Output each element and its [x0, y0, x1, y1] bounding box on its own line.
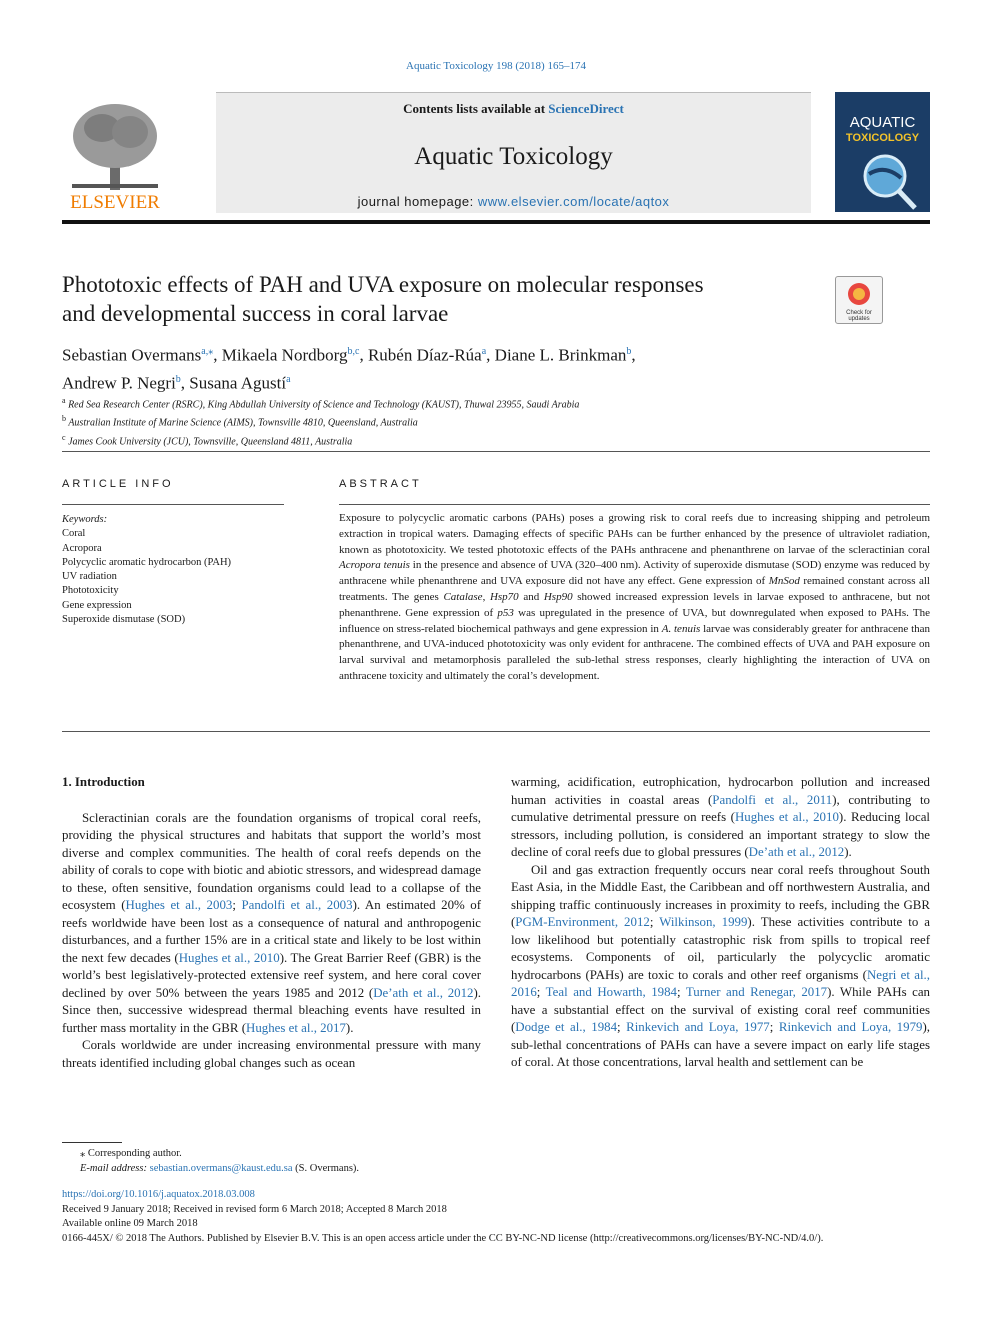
elsevier-wordmark: ELSEVIER: [70, 192, 160, 212]
keyword: Gene expression: [62, 599, 132, 611]
author-affil-sup[interactable]: b,c: [347, 346, 360, 357]
article-title-line: Phototoxic effects of PAH and UVA exposure on molecular responses: [62, 272, 704, 297]
reference-link[interactable]: Wilkinson, 1999: [659, 915, 748, 929]
author-name: Diane L. Brinkman: [494, 345, 627, 365]
author-name: Sebastian Overmans: [62, 345, 202, 365]
received-dates: Received 9 January 2018; Received in revised form 6 March 2018; Accepted 8 March 2018: [62, 1203, 447, 1215]
check-badge-label: updates: [848, 316, 870, 322]
elsevier-tree-icon: [62, 98, 168, 212]
article-info-rule: [62, 504, 284, 505]
body-paragraph: Corals worldwide are under increasing environmental pressure with many threats identified including global changes such as ocean: [62, 1038, 481, 1070]
reference-link[interactable]: De’ath et al., 2012: [748, 845, 845, 859]
section-heading: 1. Introduction: [62, 775, 145, 789]
reference-link[interactable]: Dodge et al., 1984: [515, 1020, 618, 1034]
reference-link[interactable]: Negri et al., 2016: [511, 967, 930, 999]
author-name: Susana Agustí: [189, 373, 287, 393]
abstract-heading: ABSTRACT: [339, 478, 422, 490]
author-affil-sup[interactable]: a,⁎: [201, 346, 214, 357]
affiliation: $^c$ James Cook University (JCU), Townsville, Queensland 4811, Australia: [62, 432, 353, 447]
header-rule: [62, 220, 930, 224]
corresponding-author-note: ⁎ Corresponding author.: [80, 1148, 182, 1159]
body-column-left: [62, 774, 481, 1072]
magnifier-icon: [835, 150, 930, 212]
article-title-line: and developmental success in coral larvae: [62, 301, 449, 326]
reference-link[interactable]: Rinkevich and Loya, 1979: [778, 1020, 923, 1034]
reference-link[interactable]: Hughes et al., 2010: [178, 950, 280, 965]
check-for-updates-badge[interactable]: [835, 276, 883, 324]
sciencedirect-link[interactable]: ScienceDirect: [548, 101, 624, 116]
journal-cover: [835, 92, 930, 212]
author-affil-sup[interactable]: a: [286, 373, 291, 385]
keywords-label: Keywords:: [62, 514, 108, 525]
doi-link[interactable]: https://doi.org/10.1016/j.aquatox.2018.03.008: [62, 1189, 255, 1200]
cover-subtitle: TOXICOLOGY: [845, 132, 920, 144]
keyword: Phototoxicity: [62, 585, 119, 597]
affiliations: [62, 394, 922, 449]
body-paragraph: Scleractinian corals are the foundation organisms of tropical coral reefs, providing the physical structures and habitats that support the world’s most diverse and complex communities. The health of coral reefs depends on the ability of corals to cope with biotic and abiotic stressors, and widespread damage to these, often sensitive, foundation organisms could lead to a collapse of the ecosystem (Hughes et al., 2003; Pandolfi et al., 2003). An estimated 20% of reefs worldwide have been lost as a consequence of natural and anthropogenic disturbances, and a further 15% are in a critical state and likely to be lost within the next few decades (Hughes et al., 2010). The Great Barrier Reef (GBR) is the world’s best legislatively-protected extensive reef system, and here coral cover declined by over 50% between the years 1985 and 2012 (De’ath et al., 2012). Since then, successive widespread thermal bleaching events have resulted in further mass mortality in the GBR (Hughes et al., 2017).: [62, 810, 482, 1035]
publication-info: [62, 1188, 942, 1246]
cover-title: AQUATIC: [849, 114, 916, 131]
abstract-bottom-rule: [62, 731, 930, 732]
keyword: Coral: [62, 528, 86, 540]
author-list: [62, 340, 822, 395]
journal-title: Aquatic Toxicology: [414, 143, 613, 170]
license-line: 0166-445X/ © 2018 The Authors. Published by Elsevier B.V. This is an open access article under the CC BY-NC-ND license (http://creativecommons.org/licenses/BY-NC-ND/4.0/).: [62, 1232, 824, 1244]
affiliation: $^b$ Australian Institute of Marine Science (AIMS), Townsville 4810, Queensland, Australia: [62, 414, 418, 429]
reference-link[interactable]: Rinkevich and Loya, 1977: [626, 1020, 770, 1034]
author-line: Andrew P. Negri$^b$, Susana Agustí$^a$: [62, 373, 291, 393]
reference-link[interactable]: Pandolfi et al., 2011: [712, 792, 833, 807]
keyword: Superoxide dismutase (SOD): [62, 614, 186, 626]
author-name: Mikaela Nordborg: [221, 345, 348, 365]
body-paragraph: warming, acidification, eutrophication, hydrocarbon pollution and increased human activities in coastal areas (Pandolfi et al., 2011), contributing to cumulative detrimental pressure on reefs (Hughes et al., 2010). Reducing local stressors, including pollution, is considered an important strategy to slow the decline of coral reefs due to global pressures (De’ath et al., 2012).: [511, 775, 931, 859]
body-column-right: [511, 774, 930, 1072]
author-affil-sup[interactable]: b: [175, 373, 181, 385]
article-title: [62, 270, 822, 328]
keyword: Polycyclic aromatic hydrocarbon (PAH): [62, 556, 232, 568]
journal-citation[interactable]: Aquatic Toxicology 198 (2018) 165–174: [406, 60, 586, 72]
abstract-text: Exposure to polycyclic aromatic carbons (PAHs) poses a growing risk to coral reefs due to increasing shipping and petroleum extraction in tropical waters. Damaging effects of specific PAHs can be further enhanced by the presence of ultraviolet radiation, known as phototoxicity. We tested phototoxic effects of the PAHs anthracene and phenanthrene on larvae of the scleractinian coral Acropora tenuis in the presence and absence of UVA (320–400 nm). Activity of superoxide dismutase (SOD) enzyme was reduced by anthracene while phenanthrene and UVA exposure did not have any effect. Gene expression of MnSod remained constant across all treatments. The genes Catalase, Hsp70 and Hsp90 showed increased expression levels in larvae exposed to anthracene, but not phenanthrene. Gene expression of p53 was upregulated in the presence of UVA, but downregulated when exposed to PAHs. The influence on stress-related biochemical pathways and gene expression in A. tenuis larvae was considerably greater for anthracene than phenanthrene, and UVA-induced phototoxicity was only evident for anthracene. The combined effects of UVA and PAH exposure on larval survival and metamorphosis paralleled the sub-lethal stress responses, clearly highlighting the interaction of UVA on anthracene toxicity and ultimately the coral’s development.: [339, 512, 931, 682]
article-info-heading: ARTICLE INFO: [62, 478, 174, 490]
elsevier-logo: [62, 98, 168, 212]
author-line: Sebastian Overmans$^{a,⁎}$, Mikaela Nordborg$^{b,c}$, Rubén Díaz-Rúa$^a$, Diane L. Brinkman$^b$,: [62, 345, 636, 365]
reference-link[interactable]: PGM-Environment, 2012: [515, 915, 650, 929]
abstract-rule: [339, 504, 930, 505]
footnote-rule: [62, 1142, 122, 1143]
keyword: Acropora: [62, 542, 102, 554]
email-note: E-mail address: sebastian.overmans@kaust.edu.sa (S. Overmans).: [80, 1163, 360, 1174]
check-for-updates-icon: [836, 277, 882, 323]
reference-link[interactable]: Teal and Howarth, 1984: [545, 985, 677, 999]
author-affil-sup[interactable]: b: [626, 346, 632, 357]
author-affil-sup[interactable]: a: [481, 346, 487, 357]
contents-line: Contents lists available at ScienceDirect: [403, 101, 624, 116]
available-online: Available online 09 March 2018: [62, 1218, 198, 1229]
keyword: UV radiation: [62, 571, 117, 583]
homepage-link[interactable]: www.elsevier.com/locate/aqtox: [477, 194, 670, 209]
keywords-block: [62, 513, 284, 627]
affiliation: $^a$ Red Sea Research Center (RSRC), King Abdullah University of Science and Technology (KAUST), Thuwal 23955, Saudi Arabia: [62, 396, 580, 411]
reference-link[interactable]: Turner and Renegar, 2017: [685, 985, 828, 999]
journal-homepage: journal homepage: www.elsevier.com/locate/aqtox: [357, 194, 670, 209]
reference-link[interactable]: Pandolfi et al., 2003: [241, 898, 353, 912]
email-link[interactable]: sebastian.overmans@kaust.edu.sa: [149, 1163, 293, 1174]
journal-masthead: [216, 92, 811, 213]
check-badge-label: Check for: [846, 310, 872, 316]
section-rule: [62, 451, 930, 452]
footnotes: [80, 1146, 680, 1176]
reference-link[interactable]: De’ath et al., 2012: [373, 985, 474, 1000]
reference-link[interactable]: Hughes et al., 2017: [246, 1020, 346, 1035]
body-paragraph: Oil and gas extraction frequently occurs near coral reefs throughout South East Asia, in the Middle East, the Caribbean and off northwestern Australia, and shipping traffic continuously increases in proximity to reefs, including the GBR (PGM-Environment, 2012; Wilkinson, 1999). These activities contribute to a low likelihood but potentially catastrophic risk from spills to tropical reef ecosystems. Components of oil, particularly the polycyclic aromatic hydrocarbons (PAHs) are toxic to corals and other reef organisms (Negri et al., 2016; Teal and Howarth, 1984; Turner and Renegar, 2017). While PAHs can have a substantial effect on the survival of existing coral reef communities (Dodge et al., 1984; Rinkevich and Loya, 1977; Rinkevich and Loya, 1979), sub-lethal concentrations of PAHs can have a severe impact on early life stages of coral. At those concentrations, larval health and settlement can be: [511, 862, 931, 1069]
author-name: Rubén Díaz-Rúa: [367, 345, 482, 365]
reference-link[interactable]: Hughes et al., 2010: [734, 810, 839, 824]
author-name: Andrew P. Negri: [62, 373, 176, 393]
reference-link[interactable]: Hughes et al., 2003: [125, 898, 233, 912]
